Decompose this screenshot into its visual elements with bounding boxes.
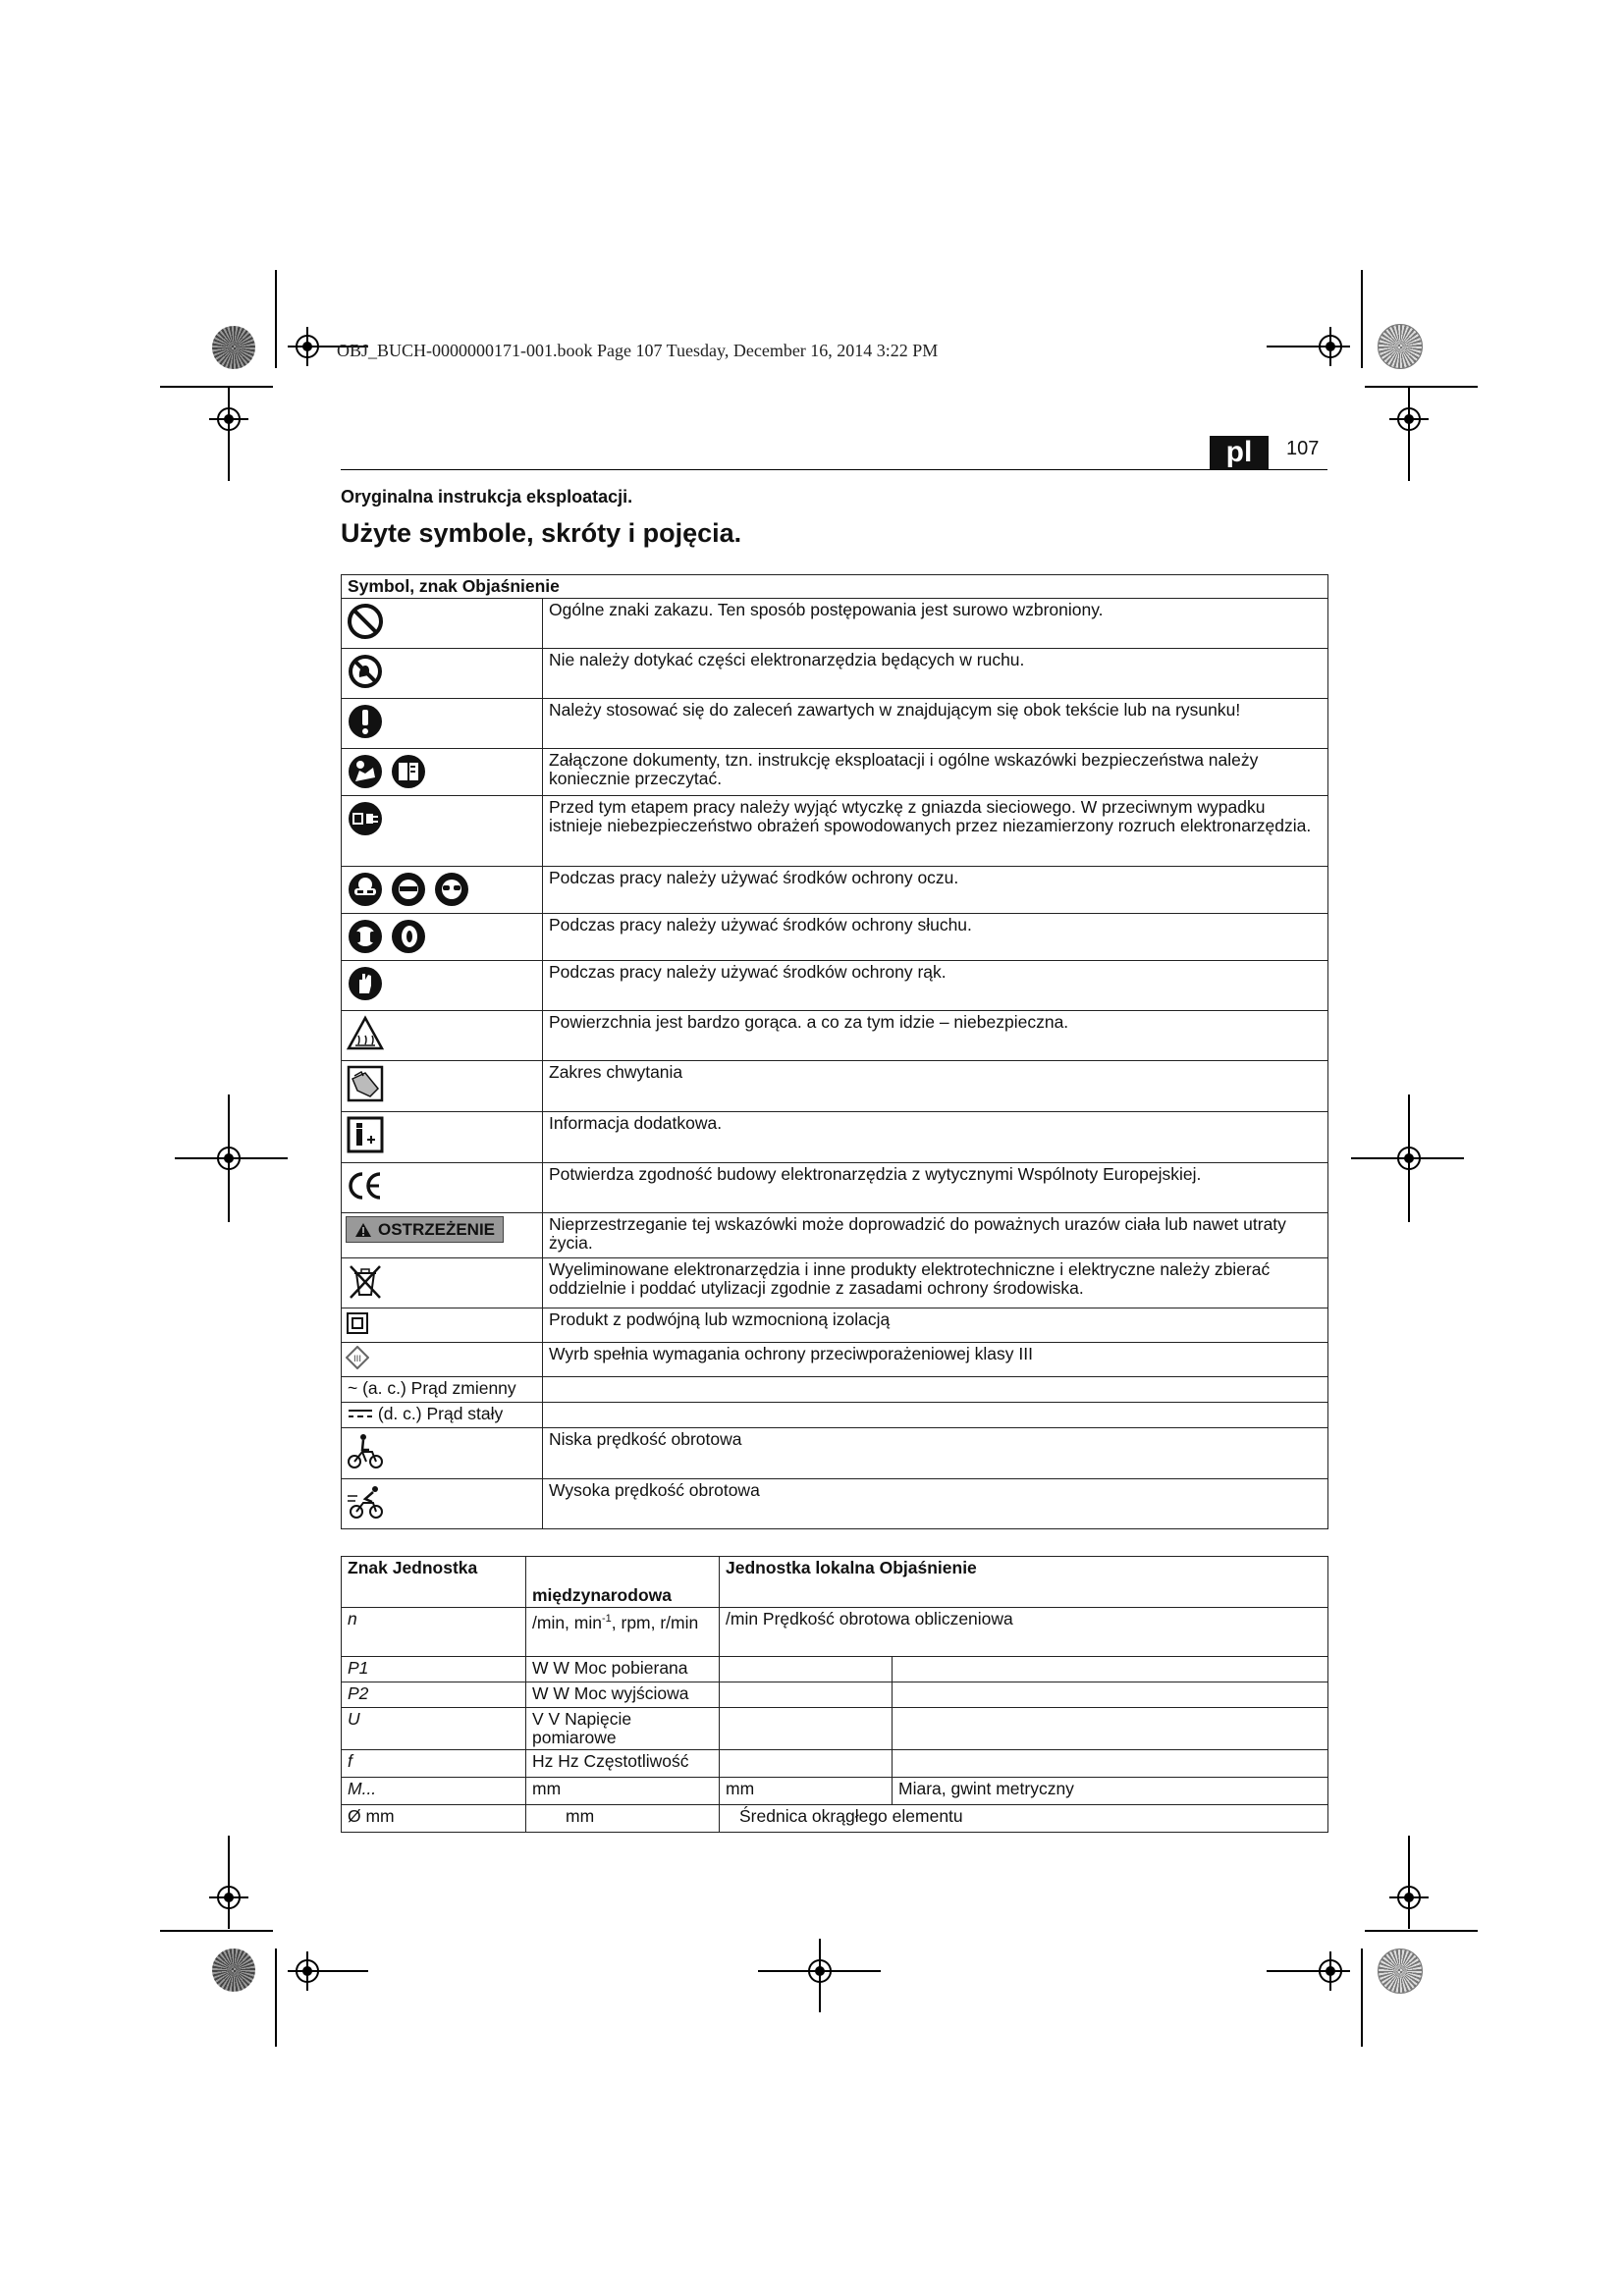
registration-disc-icon [1378,324,1423,369]
table-row: OSTRZEŻENIE Nieprzestrzeganie tej wskazówki może doprowadzić do poważnych urazów ciała lub nawet utraty życia. [342,1213,1328,1258]
table-header-row [342,1557,1328,1608]
table-row: Informacja dodatkowa. [342,1112,1328,1163]
warning-label: OSTRZEŻENIE [346,1216,504,1243]
unplug-icon [346,799,385,838]
table-header-row [342,575,1328,599]
prohibition-icon [346,602,385,641]
units-header-international: międzynarodowa [526,1557,720,1608]
eye-protection-icon [432,870,471,909]
registration-mark-icon [288,1951,327,1991]
page-title: Użyte symbole, skróty i pojęcia. [341,518,742,548]
info-icon [346,1115,385,1154]
grip-area-icon [346,1064,385,1103]
language-badge: pl [1210,436,1269,469]
table-row: Wysoka prędkość obrotowa [342,1479,1328,1529]
table-row: Podczas pracy należy używać środków ochrony słuchu. [342,914,1328,961]
table-row: Potwierdza zgodność budowy elektronarzędzia z wytycznymi Wspólnoty Europejskiej. [342,1163,1328,1213]
symbols-table [341,574,1328,1529]
units-header-local: Jednostka lokalna Objaśnienie [720,1557,1328,1608]
table-row: n /min, $\min^{-1}$, rpm, r/min /min Prędkość obrotowa obliczeniowa [342,1608,1328,1657]
table-row: Należy stosować się do zaleceń zawartych w znajdującym się obok tekście lub na rysunku! [342,699,1328,749]
registration-disc-icon [212,326,255,369]
table-row: P2 W W Moc wyjściowa [342,1682,1328,1708]
table-row: Powierzchnia jest bardzo gorąca. a co za tym idzie – niebezpieczna. [342,1011,1328,1061]
units-table [341,1556,1328,1833]
goggles-icon [346,870,385,909]
table-row: Załączone dokumenty, tzn. instrukcję eksploatacji i ogólne wskazówki bezpieczeństwa należy koniecznie przeczytać. [342,749,1328,796]
table-row: Zakres chwytania [342,1061,1328,1112]
table-row: f Hz Hz Częstotliwość [342,1750,1328,1778]
symbols-table-header: Symbol, znak Objaśnienie [342,575,1328,599]
table-row: U V V Napięcie pomiarowe [342,1708,1328,1750]
registration-mark-icon [209,1139,248,1178]
direct-current-icon [348,1408,373,1419]
table-row: Podczas pracy należy używać środków ochrony rąk. [342,961,1328,1011]
table-row: (d. c.) Prąd stały [342,1403,1328,1428]
ce-mark-icon [346,1166,385,1205]
table-row: Nie należy dotykać części elektronarzędzia będących w ruchu. [342,649,1328,699]
registration-mark-icon [1389,1878,1429,1917]
registration-mark-icon [1389,1139,1429,1178]
table-row: III Wyrb spełnia wymagania ochrony przeciwporażeniowej klasy III [342,1343,1328,1377]
weee-bin-icon [346,1261,385,1301]
book-info-line: OBJ_BUCH-0000000171-001.book Page 107 Tuesday, December 16, 2014 3:22 PM [337,341,939,360]
double-insulation-icon [346,1311,369,1335]
table-row: M... mm mm Miara, gwint metryczny [342,1778,1328,1805]
do-not-touch-moving-parts-icon [346,652,385,691]
high-speed-icon [346,1482,385,1522]
header-rule [341,469,1327,470]
registration-mark-icon [209,400,248,439]
svg-text:III: III [353,1355,361,1364]
face-shield-icon [389,870,428,909]
protection-class-iii-icon [346,1346,369,1369]
read-manual-person-icon [346,752,385,791]
read-manual-icon [389,752,428,791]
table-row: Produkt z podwójną lub wzmocnioną izolacją [342,1308,1328,1343]
page-number: 107 [1286,438,1320,459]
registration-disc-icon [1378,1949,1423,1994]
registration-mark-icon [1311,327,1350,366]
doc-subtitle: Oryginalna instrukcja eksploatacji. [341,487,633,507]
units-header-symbol: Znak Jednostka [342,1557,526,1608]
warning-triangle-icon [354,1222,372,1238]
hand-protection-icon [346,964,385,1003]
registration-mark-icon [800,1951,839,1991]
registration-disc-icon [212,1949,255,1992]
registration-mark-icon [209,1878,248,1917]
table-row: Podczas pracy należy używać środków ochrony oczu. [342,867,1328,914]
registration-mark-icon [288,327,327,366]
hot-surface-icon [346,1014,385,1053]
registration-mark-icon [1389,400,1429,439]
table-row: Przed tym etapem pracy należy wyjąć wtyczkę z gniazda sieciowego. W przeciwnym wypadku istnieje niebezpieczeństwo obrażeń spowodowanych przez niezamierzony rozruch elektronarzędzia. [342,796,1328,867]
table-row: Ogólne znaki zakazu. Ten sposób postępowania jest surowo wzbroniony. [342,599,1328,649]
table-row: Niska prędkość obrotowa [342,1428,1328,1479]
table-row: Ø mm mm Średnica okrągłego elementu [342,1805,1328,1833]
low-speed-icon [346,1431,385,1470]
table-row: Wyeliminowane elektronarzędzia i inne produkty elektrotechniczne i elektryczne należy zbierać oddzielnie i poddać utylizacji zgodnie z zasadami ochrony środowiska. [342,1258,1328,1308]
table-row: ~ (a. c.) Prąd zmienny [342,1377,1328,1403]
table-row: P1 W W Moc pobierana [342,1657,1328,1682]
ear-muffs-icon [346,917,385,956]
mandatory-exclamation-icon [346,702,385,741]
registration-mark-icon [1311,1951,1350,1991]
ear-protection-icon [389,917,428,956]
